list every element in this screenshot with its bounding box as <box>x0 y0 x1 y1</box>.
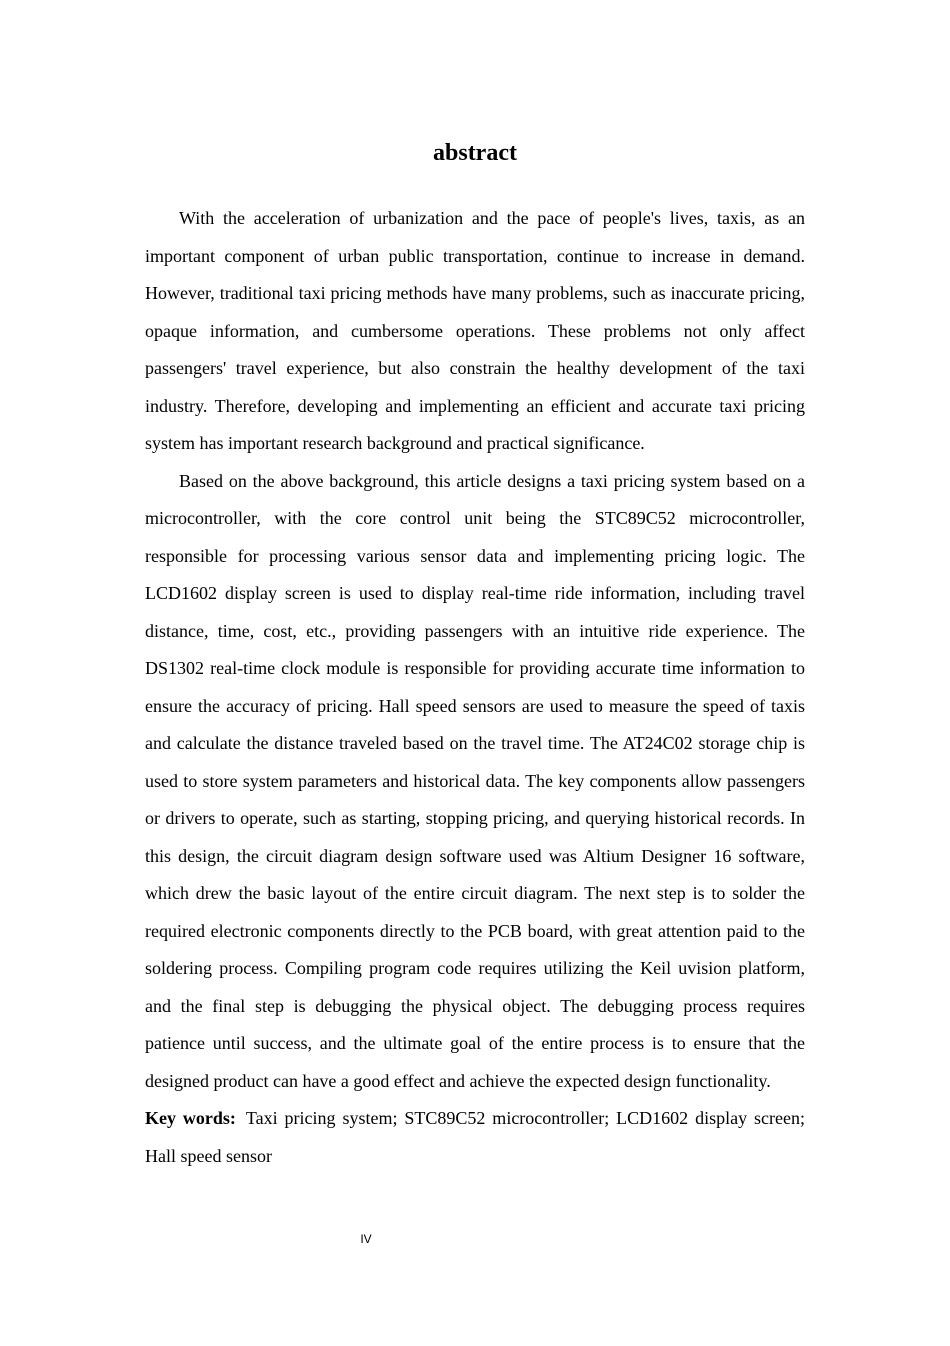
keywords-line <box>145 1100 805 1175</box>
abstract-paragraph-1: With the acceleration of urbanization and the pace of people's lives, taxis, as an important component of urban public transportation, continue to increase in demand. However, traditional taxi pricing methods have many problems, such as inaccurate pricing, opaque information, and cumbersome operations. These problems not only affect passengers' travel experience, but also constrain the healthy development of the taxi industry. Therefore, developing and implementing an efficient and accurate taxi pricing system has important research background and practical significance. <box>145 208 805 453</box>
abstract-paragraph-2: Based on the above background, this article designs a taxi pricing system based on a microcontroller, with the core control unit being the STC89C52 microcontroller, responsible for processing various sensor data and implementing pricing logic. The LCD1602 display screen is used to display real-time ride information, including travel distance, time, cost, etc., providing passengers with an intuitive ride experience. The DS1302 real-time clock module is responsible for providing accurate time information to ensure the accuracy of pricing. Hall speed sensors are used to measure the speed of taxis and calculate the distance traveled based on the travel time. The AT24C02 storage chip is used to store system parameters and historical data. The key components allow passengers or drivers to operate, such as starting, stopping pricing, and querying historical records. In this design, the circuit diagram design software used was Altium Designer 16 software, which drew the basic layout of the entire circuit diagram. The next step is to solder the required electronic components directly to the PCB board, with great attention paid to the soldering process. Compiling program code requires utilizing the Keil uvision platform, and the final step is debugging the physical object. The debugging process requires patience until success, and the ultimate goal of the entire process is to ensure that the designed product can have a good effect and achieve the expected design functionality. <box>145 470 805 1091</box>
keywords-text: Taxi pricing system; STC89C52 microcontroller; LCD1602 display screen; Hall speed sensor <box>145 1108 805 1166</box>
keywords-label: Key words: <box>145 1108 236 1128</box>
abstract-title: abstract <box>433 140 517 166</box>
abstract-body <box>145 200 805 1175</box>
page-number: IV <box>360 1232 372 1246</box>
